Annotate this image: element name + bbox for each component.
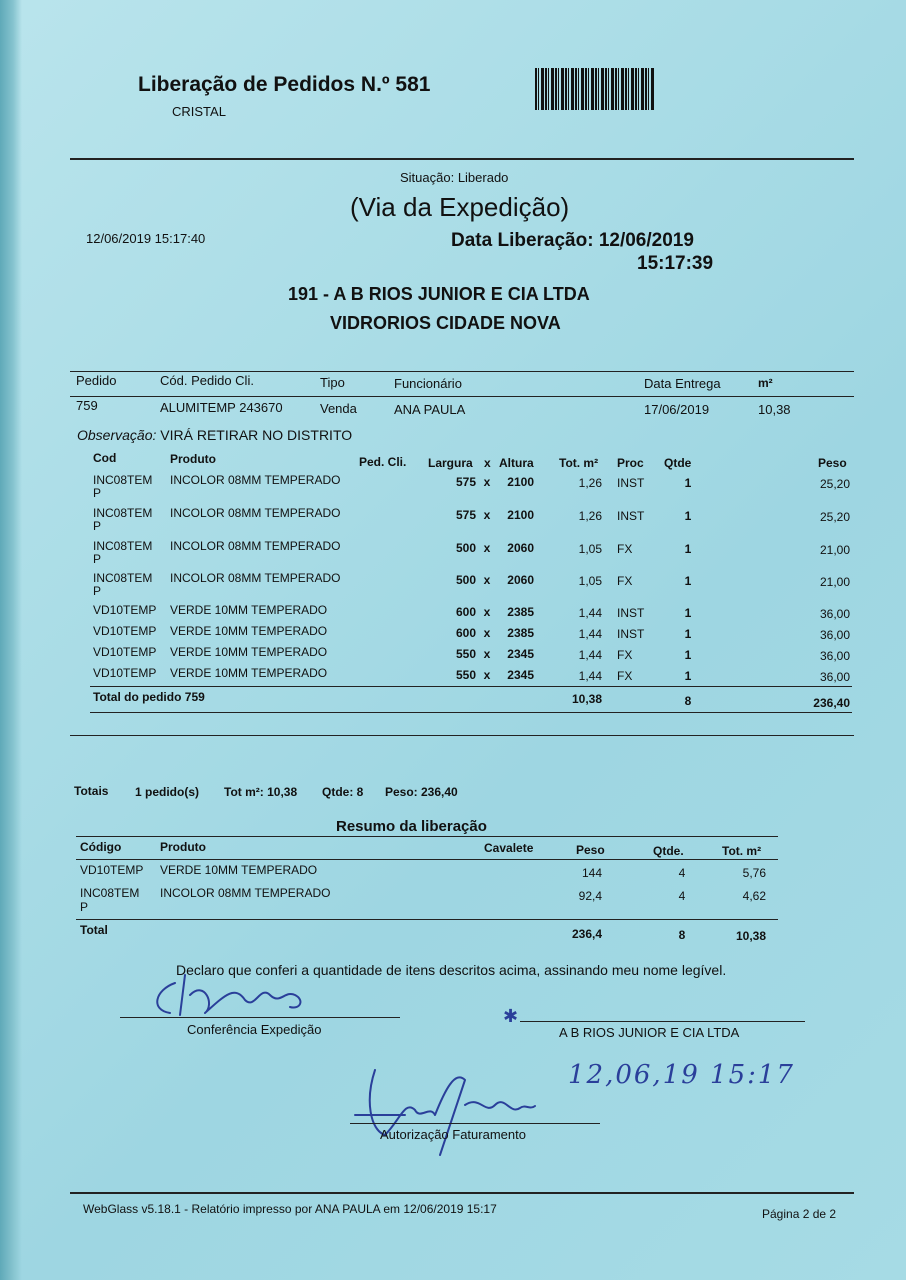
item-largura: 600	[455, 626, 476, 640]
data-liberacao-time: 15:17:39	[637, 253, 714, 274]
report-title: Liberação de Pedidos N.º 581	[138, 73, 431, 96]
item-peso: 36,00	[819, 607, 850, 621]
total-pedido-qtde: 8	[684, 694, 692, 708]
divider	[70, 396, 854, 397]
divider	[76, 919, 778, 920]
totais-m2: Tot m²: 10,38	[224, 785, 298, 799]
th-ped-cli: Ped. Cli.	[359, 455, 407, 469]
item-x: x	[483, 626, 491, 640]
rth-tot-m2: Tot. m²	[722, 844, 762, 858]
totais-peso: Peso: 236,40	[385, 785, 458, 799]
resumo-tot-m2: 4,62	[742, 889, 766, 903]
resumo-total-m2: 10,38	[735, 929, 766, 943]
resumo-codigo: INC08TEM	[80, 886, 140, 900]
totais-label: Totais	[74, 784, 109, 798]
item-cod-continuation: P	[93, 584, 102, 598]
item-altura: 2060	[507, 541, 534, 555]
item-tot-m2: 1,44	[578, 627, 602, 641]
item-x: x	[483, 647, 491, 661]
th-x: x	[484, 456, 491, 470]
scan-edge	[0, 0, 22, 1280]
item-produto: VERDE 10MM TEMPERADO	[170, 624, 328, 638]
item-produto: INCOLOR 08MM TEMPERADO	[170, 473, 341, 487]
client-branch: VIDRORIOS CIDADE NOVA	[330, 313, 561, 333]
item-qtde: 1	[684, 509, 692, 523]
divider	[70, 371, 854, 372]
item-cod: VD10TEMP	[93, 603, 157, 617]
item-altura: 2100	[507, 508, 534, 522]
item-qtde: 1	[684, 542, 692, 556]
item-largura: 550	[455, 668, 476, 682]
item-qtde: 1	[684, 606, 692, 620]
rth-peso: Peso	[576, 843, 605, 857]
item-cod: INC08TEM	[93, 473, 153, 487]
item-qtde: 1	[684, 648, 692, 662]
item-qtde: 1	[684, 574, 692, 588]
val-tipo: Venda	[320, 401, 357, 416]
resumo-qtde: 4	[678, 889, 686, 903]
item-cod: INC08TEM	[93, 539, 153, 553]
item-x: x	[483, 508, 491, 522]
conferencia-label: Conferência Expedição	[187, 1022, 322, 1037]
item-tot-m2: 1,44	[578, 648, 602, 662]
col-m2: m²	[758, 376, 773, 390]
val-funcionario: ANA PAULA	[394, 402, 466, 417]
item-altura: 2385	[507, 605, 534, 619]
th-qtde: Qtde	[664, 456, 692, 470]
item-produto: VERDE 10MM TEMPERADO	[170, 645, 328, 659]
resumo-qtde: 4	[678, 866, 686, 880]
th-proc: Proc	[617, 456, 644, 470]
resumo-produto: INCOLOR 08MM TEMPERADO	[160, 886, 331, 900]
item-largura: 500	[455, 573, 476, 587]
signature-line	[350, 1123, 600, 1124]
item-proc: INST	[617, 606, 645, 620]
footer-left: WebGlass v5.18.1 - Relatório impresso por ANA PAULA em 12/06/2019 15:17	[83, 1202, 497, 1216]
resumo-tot-m2: 5,76	[742, 866, 766, 880]
col-tipo: Tipo	[320, 375, 345, 390]
val-data-entrega: 17/06/2019	[644, 402, 710, 417]
resumo-peso: 144	[581, 866, 602, 880]
item-proc: FX	[617, 669, 633, 683]
item-tot-m2: 1,26	[578, 476, 602, 490]
item-cod-continuation: P	[93, 519, 102, 533]
printed-datetime: 12/06/2019 15:17:40	[86, 231, 206, 246]
signature-line	[520, 1021, 805, 1022]
signature-line	[120, 1017, 400, 1018]
item-cod-continuation: P	[93, 486, 102, 500]
company-label: A B RIOS JUNIOR E CIA LTDA	[559, 1025, 740, 1040]
handwritten-date: 12,06,19 15:17	[568, 1060, 795, 1090]
divider	[70, 1192, 854, 1194]
rth-codigo: Código	[80, 840, 122, 854]
resumo-title: Resumo da liberação	[336, 818, 487, 835]
item-peso: 25,20	[819, 510, 850, 524]
item-cod: VD10TEMP	[93, 666, 157, 680]
item-altura: 2345	[507, 668, 534, 682]
item-proc: FX	[617, 542, 633, 556]
footer-page: Página 2 de 2	[762, 1207, 837, 1221]
item-x: x	[483, 475, 491, 489]
rth-produto: Produto	[160, 840, 206, 854]
th-largura: Largura	[428, 456, 473, 470]
autorizacao-label: Autorização Faturamento	[380, 1127, 526, 1142]
signature-autorizacao	[345, 1060, 545, 1160]
item-qtde: 1	[684, 669, 692, 683]
totais-qtde: Qtde: 8	[322, 785, 364, 799]
item-produto: INCOLOR 08MM TEMPERADO	[170, 539, 341, 553]
item-peso: 36,00	[819, 670, 850, 684]
item-largura: 575	[455, 475, 476, 489]
resumo-total-label: Total	[80, 923, 108, 937]
total-pedido-peso: 236,40	[813, 696, 850, 710]
asterisk-mark: ✱	[503, 1006, 519, 1026]
total-pedido-m2: 10,38	[571, 692, 602, 706]
resumo-peso: 92,4	[578, 889, 602, 903]
val-pedido: 759	[76, 398, 98, 413]
declaration: Declaro que conferi a quantidade de itens descritos acima, assinando meu nome legível.	[176, 962, 727, 978]
item-proc: FX	[617, 574, 633, 588]
item-largura: 600	[455, 605, 476, 619]
totais-pedidos: 1 pedido(s)	[135, 785, 200, 799]
item-cod: INC08TEM	[93, 506, 153, 520]
item-largura: 500	[455, 541, 476, 555]
item-tot-m2: 1,26	[578, 509, 602, 523]
item-qtde: 1	[684, 476, 692, 490]
item-tot-m2: 1,44	[578, 669, 602, 683]
resumo-codigo-continuation: P	[80, 900, 89, 914]
th-cod: Cod	[93, 451, 117, 465]
observacao-value: VIRÁ RETIRAR NO DISTRITO	[160, 427, 353, 443]
divider	[90, 712, 852, 713]
item-peso: 25,20	[819, 477, 850, 491]
val-cod-pedido-cli: ALUMITEMP 243670	[160, 400, 283, 415]
item-x: x	[483, 668, 491, 682]
item-peso: 36,00	[819, 628, 850, 642]
item-peso: 36,00	[819, 649, 850, 663]
th-altura: Altura	[499, 456, 534, 470]
item-qtde: 1	[684, 627, 692, 641]
signature-conferencia	[145, 965, 325, 1025]
item-cod: VD10TEMP	[93, 645, 157, 659]
item-largura: 550	[455, 647, 476, 661]
th-tot-m2: Tot. m²	[559, 456, 599, 470]
item-tot-m2: 1,44	[578, 606, 602, 620]
report-subtitle: CRISTAL	[172, 104, 226, 119]
rth-qtde: Qtde.	[653, 844, 684, 858]
item-x: x	[483, 541, 491, 555]
observacao	[77, 427, 352, 443]
item-peso: 21,00	[819, 575, 850, 589]
resumo-codigo: VD10TEMP	[80, 863, 144, 877]
divider	[70, 735, 854, 736]
barcode	[535, 68, 655, 110]
item-tot-m2: 1,05	[578, 574, 602, 588]
via-title: (Via da Expedição)	[350, 192, 570, 222]
item-tot-m2: 1,05	[578, 542, 602, 556]
observacao-label: Observação:	[77, 427, 157, 443]
item-altura: 2345	[507, 647, 534, 661]
th-peso: Peso	[818, 456, 847, 470]
divider	[76, 859, 778, 860]
item-cod: INC08TEM	[93, 571, 153, 585]
item-x: x	[483, 605, 491, 619]
divider	[90, 686, 852, 687]
col-cod-pedido-cli: Cód. Pedido Cli.	[160, 373, 254, 388]
item-produto: VERDE 10MM TEMPERADO	[170, 666, 328, 680]
rth-cavalete: Cavalete	[484, 841, 534, 855]
divider	[76, 836, 778, 837]
item-produto: INCOLOR 08MM TEMPERADO	[170, 506, 341, 520]
item-proc: FX	[617, 648, 633, 662]
col-pedido: Pedido	[76, 373, 117, 388]
item-cod: VD10TEMP	[93, 624, 157, 638]
item-altura: 2385	[507, 626, 534, 640]
col-data-entrega: Data Entrega	[644, 376, 721, 391]
item-proc: INST	[617, 627, 645, 641]
item-proc: INST	[617, 509, 645, 523]
col-funcionario: Funcionário	[394, 376, 462, 391]
item-altura: 2060	[507, 573, 534, 587]
val-m2: 10,38	[758, 402, 791, 417]
client-name: 191 - A B RIOS JUNIOR E CIA LTDA	[288, 284, 590, 304]
item-produto: VERDE 10MM TEMPERADO	[170, 603, 328, 617]
item-cod-continuation: P	[93, 552, 102, 566]
item-proc: INST	[617, 476, 645, 490]
situacao: Situação: Liberado	[400, 170, 509, 185]
resumo-total-peso: 236,4	[571, 927, 602, 941]
total-pedido-label: Total do pedido 759	[93, 690, 205, 704]
data-liberacao: Data Liberação: 12/06/2019	[451, 230, 694, 251]
resumo-produto: VERDE 10MM TEMPERADO	[160, 863, 318, 877]
item-altura: 2100	[507, 475, 534, 489]
divider	[70, 158, 854, 160]
item-produto: INCOLOR 08MM TEMPERADO	[170, 571, 341, 585]
item-peso: 21,00	[819, 543, 850, 557]
item-x: x	[483, 573, 491, 587]
th-produto: Produto	[170, 452, 216, 466]
item-largura: 575	[455, 508, 476, 522]
resumo-total-qtde: 8	[678, 928, 686, 942]
